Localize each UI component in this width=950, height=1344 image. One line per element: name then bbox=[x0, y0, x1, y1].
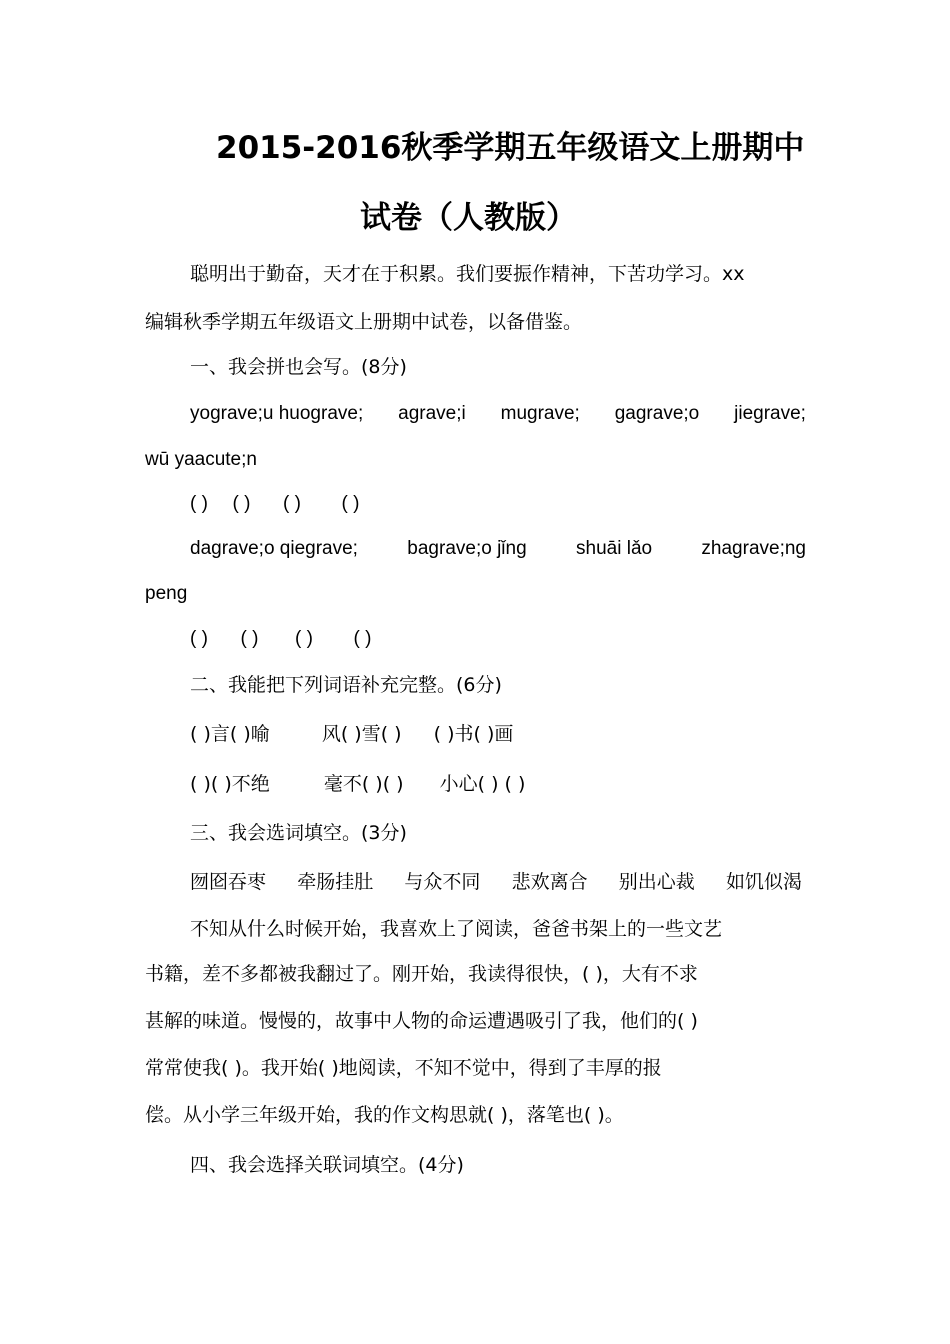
idiom-blank: ( )言( )喻 bbox=[190, 723, 270, 745]
idiom-row-2 bbox=[190, 772, 525, 796]
word-bank-item: 如饥似渴 bbox=[725, 871, 802, 893]
section2-heading: 二、我能把下列词语补充完整。(6分) bbox=[190, 674, 502, 696]
answer-bracket: ( ) bbox=[341, 493, 360, 514]
idiom-blank: 毫不( )( ) bbox=[323, 773, 404, 795]
intro-line-1: 聪明出于勤奋，天才在于积累。我们要振作精神，下苦功学习。xx bbox=[190, 263, 745, 285]
passage-line-3: 甚解的味道。慢慢的，故事中人物的命运遭遇吸引了我，他们的( ) bbox=[145, 1010, 698, 1032]
pinyin-row-1 bbox=[190, 402, 806, 426]
passage-line-2: 书籍，差不多都被我翻过了。刚开始，我读得很快，( )，大有不求 bbox=[145, 963, 698, 985]
idiom-row-1 bbox=[190, 722, 513, 746]
answer-brackets-row-2 bbox=[190, 627, 371, 651]
word-bank-item: 牵肠挂肚 bbox=[297, 871, 374, 893]
answer-bracket: ( ) bbox=[190, 628, 208, 649]
pinyin-word: agrave;i bbox=[398, 403, 466, 424]
word-bank-item: 囫囵吞枣 bbox=[190, 871, 267, 893]
word-bank-item: 与众不同 bbox=[404, 871, 481, 893]
section1-heading: 一、我会拼也会写。(8分) bbox=[190, 356, 407, 378]
answer-bracket: ( ) bbox=[232, 493, 251, 514]
pinyin-word: jiegrave; bbox=[734, 403, 806, 424]
answer-bracket: ( ) bbox=[240, 628, 259, 649]
word-bank-item: 别出心裁 bbox=[618, 871, 695, 893]
title-line-1: 2015-2016秋季学期五年级语文上册期中 bbox=[216, 130, 805, 166]
pinyin-row-2-cont: peng bbox=[145, 583, 188, 604]
pinyin-word: dagrave;o qiegrave; bbox=[190, 538, 358, 559]
title-line-2: 试卷（人教版） bbox=[360, 200, 577, 236]
answer-bracket: ( ) bbox=[283, 493, 301, 514]
pinyin-word: bagrave;o jǐng bbox=[407, 538, 527, 559]
answer-bracket: ( ) bbox=[190, 493, 208, 514]
word-bank bbox=[190, 870, 802, 894]
answer-bracket: ( ) bbox=[353, 628, 372, 649]
pinyin-word: gagrave;o bbox=[614, 403, 700, 424]
idiom-blank: 小心( ) ( ) bbox=[439, 773, 526, 795]
answer-bracket: ( ) bbox=[295, 628, 313, 649]
answer-brackets-row-1 bbox=[190, 492, 359, 516]
idiom-blank: ( )( )不绝 bbox=[190, 773, 270, 795]
idiom-blank: ( )书( )画 bbox=[433, 723, 514, 745]
passage-line-5: 偿。从小学三年级开始，我的作文构思就( )，落笔也( )。 bbox=[145, 1104, 624, 1126]
pinyin-word: mugrave; bbox=[500, 403, 580, 424]
pinyin-row-2 bbox=[190, 537, 806, 561]
pinyin-word: shuāi lǎo bbox=[576, 538, 653, 559]
pinyin-row-1-cont: wū yaacute;n bbox=[145, 449, 257, 470]
idiom-blank: 风( )雪( ) bbox=[321, 723, 402, 745]
pinyin-word: zhagrave;ng bbox=[701, 538, 806, 559]
passage-line-4: 常常使我( )。我开始( )地阅读，不知不觉中，得到了丰厚的报 bbox=[145, 1057, 662, 1079]
passage-line-1: 不知从什么时候开始，我喜欢上了阅读，爸爸书架上的一些文艺 bbox=[190, 918, 723, 940]
section3-heading: 三、我会选词填空。(3分) bbox=[190, 822, 407, 844]
pinyin-word: yograve;u huograve; bbox=[190, 403, 364, 424]
section4-heading: 四、我会选择关联词填空。(4分) bbox=[190, 1154, 464, 1176]
intro-line-2: 编辑秋季学期五年级语文上册期中试卷，以备借鉴。 bbox=[145, 311, 583, 333]
word-bank-item: 悲欢离合 bbox=[511, 871, 588, 893]
